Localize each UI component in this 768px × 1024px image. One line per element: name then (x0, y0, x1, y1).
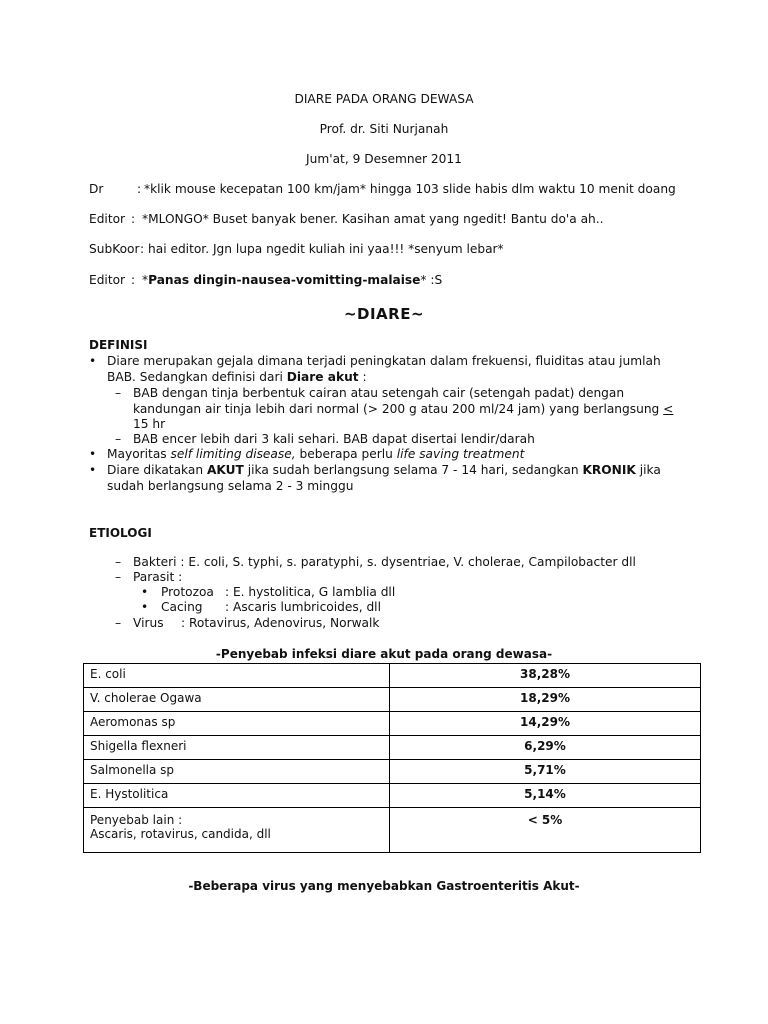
bullet-icon: • (141, 585, 149, 599)
etiology-virus-label: Virus (133, 616, 164, 630)
causes-table (83, 663, 701, 853)
definition-sub-line: 15 hr (133, 417, 166, 431)
definition-line: BAB. Sedangkan definisi dari Diare akut : (107, 370, 367, 384)
table-cell-name-line: Penyebab lain : (90, 813, 183, 827)
bullet-icon: • (89, 447, 97, 461)
credit-separator: : (131, 273, 136, 287)
etiology-cacing-label: Cacing (161, 600, 203, 614)
credit-separator: : (140, 242, 145, 256)
dash-icon: – (115, 570, 122, 584)
etiology-protozoa-text: : E. hystolitica, G lamblia dll (225, 585, 396, 599)
dash-icon: – (115, 386, 122, 400)
table-row (84, 784, 701, 808)
credit-text: *Panas dingin-nausea-vomitting-malaise* :S (142, 273, 443, 287)
table-cell-name: Aeromonas sp (84, 712, 390, 736)
etiology-virus-text: : Rotavirus, Adenovirus, Norwalk (181, 616, 380, 630)
etiology-parasit: Parasit : (133, 570, 183, 584)
main-heading: ~DIARE~ (343, 305, 425, 323)
table-cell-name: V. cholerae Ogawa (84, 688, 390, 712)
credit-separator: : (137, 182, 142, 196)
table-row (84, 712, 701, 736)
footer-caption: -Beberapa virus yang menyebabkan Gastroenteritis Akut- (188, 879, 580, 893)
table-cell-name-line: Ascaris, rotavirus, candida, dll (90, 827, 271, 841)
etiology-cacing-text: : Ascaris lumbricoides, dll (225, 600, 381, 614)
table-cell-value: 18,29% (390, 688, 701, 712)
table-cell-value: 6,29% (390, 736, 701, 760)
bullet-icon: • (89, 463, 97, 477)
table-cell-name: Salmonella sp (84, 760, 390, 784)
credit-role: Editor (89, 273, 126, 287)
table-row (84, 808, 701, 853)
table-cell-name: E. coli (84, 664, 390, 688)
table-cell-name: E. Hystolitica (84, 784, 390, 808)
credit-text: *klik mouse kecepatan 100 km/jam* hingga 103 slide habis dlm waktu 10 menit doang (144, 182, 676, 196)
section-title-definisi: DEFINISI (89, 338, 148, 352)
dash-icon: – (115, 555, 122, 569)
table-row (84, 664, 701, 688)
table-row (84, 760, 701, 784)
table-caption: -Penyebab infeksi diare akut pada orang dewasa- (215, 647, 553, 661)
definition-line: Diare dikatakan AKUT jika sudah berlangsung selama 7 - 14 hari, sedangkan KRONIK jika (107, 463, 661, 477)
etiology-protozoa-label: Protozoa (161, 585, 214, 599)
definition-line: sudah berlangsung selama 2 - 3 minggu (107, 479, 354, 493)
bullet-icon: • (141, 600, 149, 614)
dash-icon: – (115, 616, 122, 630)
definition-line: Mayoritas self limiting disease, beberapa perlu life saving treatment (107, 447, 525, 461)
definition-sub-line: BAB dengan tinja berbentuk cairan atau setengah cair (setengah padat) dengan (133, 386, 625, 400)
table-cell-value: 38,28% (390, 664, 701, 688)
bullet-icon: • (89, 354, 97, 368)
definition-sub-line: kandungan air tinja lebih dari normal (> 200 g atau 200 ml/24 jam) yang berlangsung < (133, 402, 674, 416)
table-row (84, 688, 701, 712)
table-cell-value: 14,29% (390, 712, 701, 736)
table-cell-name (84, 808, 390, 853)
table-cell-value: 5,71% (390, 760, 701, 784)
lecture-date: Jum'at, 9 Desemner 2011 (306, 152, 462, 166)
table-cell-name: Shigella flexneri (84, 736, 390, 760)
etiology-bakteri: Bakteri : E. coli, S. typhi, s. paratyphi, s. dysentriae, V. cholerae, Campilobacter dll (133, 555, 636, 569)
definition-sub-line: BAB encer lebih dari 3 kali sehari. BAB dapat disertai lendir/darah (133, 432, 535, 446)
credit-role: Dr (89, 182, 104, 196)
credit-text: hai editor. Jgn lupa ngedit kuliah ini yaa!!! *senyum lebar* (148, 242, 504, 256)
credit-role: SubKoor (89, 242, 140, 256)
credit-text: *MLONGO* Buset banyak bener. Kasihan amat yang ngedit! Bantu do'a ah.. (142, 212, 604, 226)
section-title-etiologi: ETIOLOGI (89, 526, 152, 540)
author: Prof. dr. Siti Nurjanah (319, 122, 449, 136)
table-row (84, 736, 701, 760)
credit-role: Editor (89, 212, 126, 226)
document-title: DIARE PADA ORANG DEWASA (294, 92, 474, 106)
dash-icon: – (115, 432, 122, 446)
table-cell-value: < 5% (390, 808, 701, 853)
definition-line: Diare merupakan gejala dimana terjadi peningkatan dalam frekuensi, fluiditas atau jumlah (107, 354, 661, 368)
table-cell-value: 5,14% (390, 784, 701, 808)
credit-separator: : (131, 212, 136, 226)
